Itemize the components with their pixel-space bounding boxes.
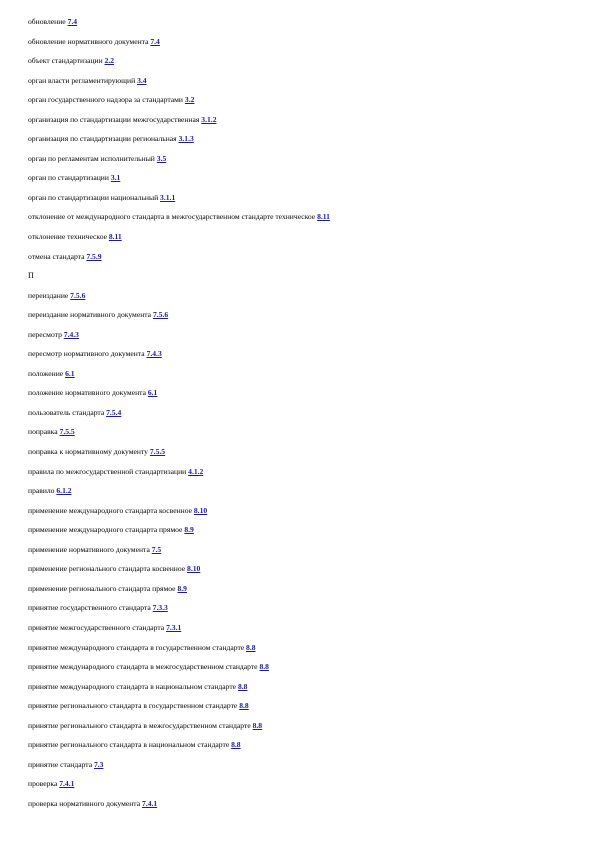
index-term: обновление нормативного документа — [28, 36, 149, 46]
index-entry — [28, 501, 585, 521]
index-entry — [28, 579, 585, 599]
index-reference-link[interactable]: 6.1 — [147, 388, 158, 398]
index-term: принятие стандарта — [28, 759, 93, 769]
index-entry — [28, 462, 585, 482]
index-term: правила по межгосударственной стандартизации — [28, 466, 187, 476]
index-entry — [28, 51, 585, 71]
index-term: принятие регионального стандарта в межгосударственном стандарте — [28, 720, 251, 730]
index-entry — [28, 598, 585, 618]
index-term: принятие международного стандарта в государственном стандарте — [28, 642, 245, 652]
index-reference-link[interactable]: 8.8 — [259, 662, 269, 672]
index-entry — [28, 735, 585, 755]
index-term: орган государственного надзора за стандартами — [28, 95, 183, 105]
index-reference-link[interactable]: 7.5.4 — [106, 407, 122, 417]
index-entry — [28, 71, 585, 91]
index-entry — [28, 149, 585, 169]
index-entry — [28, 12, 585, 32]
index-reference-link[interactable]: 7.4.1 — [59, 779, 75, 789]
index-reference-link[interactable]: 7.3 — [93, 759, 104, 769]
index-entry — [28, 207, 585, 227]
index-term: орган власти регламентирующий — [28, 75, 136, 85]
index-reference-link[interactable]: 2.2 — [104, 56, 115, 66]
index-term: принятие межгосударственного стандарта — [28, 622, 165, 632]
index-reference-link[interactable]: 4.1.2 — [188, 466, 204, 476]
index-entry — [28, 188, 585, 208]
index-reference-link[interactable]: 7.4 — [150, 36, 160, 46]
index-reference-link[interactable]: 3.2 — [184, 95, 195, 105]
index-term: организация по стандартизации межгосударственная — [28, 114, 200, 124]
index-reference-link[interactable]: 6.1 — [65, 368, 75, 378]
index-reference-link[interactable]: 3.1.3 — [178, 134, 194, 144]
index-reference-link[interactable]: 8.9 — [184, 525, 194, 535]
index-term: поправка — [28, 427, 58, 437]
index-term: принятие регионального стандарта в государственном стандарте — [28, 701, 238, 711]
index-term: орган по стандартизации — [28, 173, 109, 183]
index-term: положение нормативного документа — [28, 388, 146, 398]
term-index-list — [28, 12, 585, 813]
index-reference-link[interactable]: 8.11 — [317, 212, 330, 222]
index-term: объект стандартизации — [28, 56, 103, 66]
index-entry — [28, 325, 585, 345]
index-entry — [28, 520, 585, 540]
index-reference-link[interactable]: 7.3.1 — [166, 622, 182, 632]
index-entry — [28, 383, 585, 403]
index-term: пересмотр — [28, 329, 62, 339]
index-entry — [28, 755, 585, 775]
index-term: положение — [28, 368, 64, 378]
index-reference-link[interactable]: 8.8 — [246, 642, 256, 652]
index-entry — [28, 90, 585, 110]
index-term: проверка — [28, 779, 58, 789]
index-reference-link[interactable]: 7.4.3 — [146, 349, 162, 359]
index-reference-link[interactable]: 7.5.6 — [152, 310, 169, 320]
index-entry — [28, 364, 585, 384]
index-reference-link[interactable]: 3.1 — [110, 173, 121, 183]
index-entry — [28, 305, 585, 325]
index-entry — [28, 638, 585, 658]
index-entry — [28, 716, 585, 736]
index-reference-link[interactable]: 7.4 — [67, 17, 78, 26]
index-term: пользователь стандарта — [28, 407, 105, 417]
index-letter-heading — [28, 266, 585, 286]
index-term: применение регионального стандарта косвенное — [28, 564, 186, 574]
index-entry — [28, 110, 585, 130]
index-term: организация по стандартизации региональная — [28, 134, 177, 144]
index-entry — [28, 677, 585, 697]
index-term: переиздание — [28, 290, 69, 300]
index-term: пересмотр нормативного документа — [28, 349, 145, 359]
index-reference-link[interactable]: 7.5.6 — [70, 290, 86, 300]
index-term: применение нормативного документа — [28, 544, 150, 554]
index-term: принятие регионального стандарта в национальном стандарте — [28, 740, 230, 750]
index-term: проверка нормативного документа — [28, 798, 141, 808]
index-entry — [28, 559, 585, 579]
index-term: принятие государственного стандарта — [28, 603, 151, 613]
index-reference-link[interactable]: 7.5.5 — [149, 447, 166, 457]
index-reference-link[interactable]: 8.8 — [237, 681, 248, 691]
index-reference-link[interactable]: 7.5.9 — [86, 251, 102, 261]
index-entry — [28, 774, 585, 794]
index-entry — [28, 286, 585, 306]
index-term: обновление — [28, 17, 66, 26]
index-entry — [28, 481, 585, 501]
index-reference-link[interactable]: 8.8 — [231, 740, 241, 750]
index-entry — [28, 794, 585, 814]
index-term: переиздание нормативного документа — [28, 310, 152, 320]
index-reference-link[interactable]: 3.1.1 — [160, 192, 176, 202]
index-entry — [28, 442, 585, 462]
index-entry — [28, 227, 585, 247]
index-term: поправка к нормативному документу — [28, 447, 148, 457]
index-reference-link[interactable]: 3.5 — [156, 153, 167, 163]
index-reference-link[interactable]: 6.1.2 — [56, 486, 72, 496]
index-term: орган по стандартизации национальный — [28, 192, 159, 202]
index-entry — [28, 696, 585, 716]
index-term: применение международного стандарта косвенное — [28, 505, 192, 515]
index-reference-link[interactable]: 3.1.2 — [201, 114, 217, 124]
index-entry — [28, 657, 585, 677]
index-entry — [28, 618, 585, 638]
index-reference-link[interactable]: 7.5 — [151, 544, 162, 554]
index-entry — [28, 344, 585, 364]
index-reference-link[interactable]: 7.3.3 — [152, 603, 168, 613]
index-reference-link[interactable]: 7.5.5 — [59, 427, 75, 437]
index-term: орган по регламентам исполнительный — [28, 153, 155, 163]
index-entry — [28, 422, 585, 442]
index-entry — [28, 247, 585, 267]
index-term: применение регионального стандарта прямое — [28, 583, 176, 593]
index-reference-link[interactable]: 8.8 — [239, 701, 249, 711]
index-term: отклонение техническое — [28, 232, 107, 242]
index-term: применение международного стандарта прямое — [28, 525, 183, 535]
index-term: принятие международного стандарта в межгосударственном стандарте — [28, 662, 258, 672]
index-reference-link[interactable]: 8.10 — [193, 505, 208, 515]
index-reference-link[interactable]: 8.10 — [187, 564, 201, 574]
index-entry — [28, 168, 585, 188]
index-term: правило — [28, 486, 55, 496]
index-reference-link[interactable]: 7.4.1 — [142, 798, 158, 808]
index-entry — [28, 129, 585, 149]
index-entry — [28, 403, 585, 423]
index-term: отклонение от международного стандарта в межгосударственном стандарте техническое — [28, 212, 316, 222]
index-entry — [28, 32, 585, 52]
index-reference-link[interactable]: 8.8 — [252, 720, 263, 730]
index-term: отмена стандарта — [28, 251, 85, 261]
index-reference-link[interactable]: 3.4 — [137, 75, 147, 85]
index-reference-link[interactable]: 8.11 — [108, 232, 122, 242]
index-entry — [28, 540, 585, 560]
index-reference-link[interactable]: 8.9 — [177, 583, 187, 593]
index-term: принятие международного стандарта в национальном стандарте — [28, 681, 237, 691]
index-reference-link[interactable]: 7.4.3 — [63, 329, 79, 339]
index-letter: П — [28, 271, 34, 281]
